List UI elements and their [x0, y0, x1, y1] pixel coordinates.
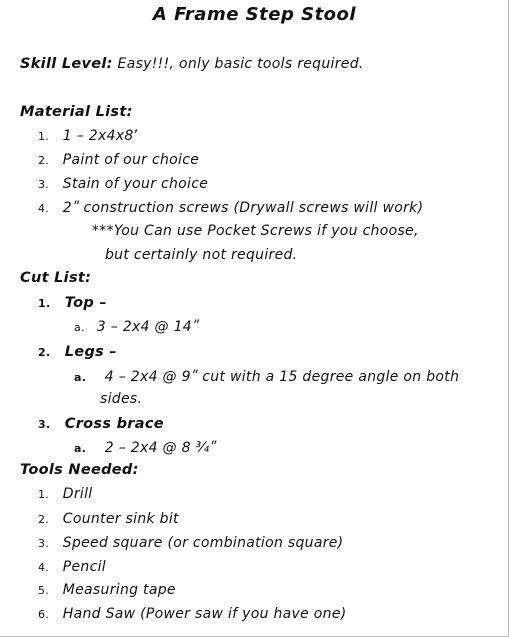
list-item	[38, 559, 106, 575]
subitem-text: 4 – 2x4 @ 9ʺ cut with a 15 degree angle on both	[104, 369, 460, 385]
subitem-letter: a.	[74, 371, 87, 384]
cut-subitem-continuation: sides.	[100, 391, 143, 407]
list-item	[38, 128, 138, 144]
item-number: 2.	[38, 154, 50, 167]
cut-subitem	[74, 319, 199, 335]
cut-list-heading: Cut List:	[20, 270, 92, 286]
skill-level-text: Easy!!!, only basic tools required.	[117, 56, 364, 72]
subitem-letter: a.	[74, 442, 87, 455]
list-item	[38, 535, 343, 551]
item-text: Pencil	[62, 559, 106, 575]
item-text: 2ʺ construction screws (Drywall screws will work)	[62, 200, 424, 216]
cut-item	[38, 344, 117, 360]
material-note-line-1: ***You Can use Pocket Screws if you choose,	[92, 223, 419, 239]
item-text: Counter sink bit	[62, 511, 179, 527]
item-number: 1.	[38, 488, 50, 501]
item-number: 1.	[38, 130, 50, 143]
item-number: 2.	[38, 513, 50, 526]
skill-level-line	[20, 56, 364, 72]
item-text: Paint of our choice	[62, 152, 200, 168]
cut-item-label: Cross brace	[64, 416, 164, 432]
item-number: 4.	[38, 202, 50, 215]
item-number: 3.	[38, 178, 50, 191]
list-item	[38, 200, 423, 216]
item-text: Hand Saw (Power saw if you have one)	[62, 606, 347, 622]
item-number: 1.	[38, 297, 51, 310]
material-note-line-2: but certainly not required.	[105, 247, 298, 263]
item-number: 3.	[38, 537, 50, 550]
material-list-heading: Material List:	[20, 104, 133, 120]
item-text: Measuring tape	[62, 582, 176, 598]
list-item	[38, 606, 347, 622]
item-number: 3.	[38, 418, 51, 431]
subitem-text: 3 – 2x4 @ 14ʺ	[96, 319, 199, 335]
item-number: 2.	[38, 346, 51, 359]
item-text: Speed square (or combination square)	[62, 535, 344, 551]
item-text: Drill	[62, 486, 93, 502]
list-item	[38, 486, 92, 502]
list-item	[38, 511, 179, 527]
item-number: 5.	[38, 584, 50, 597]
list-item	[38, 176, 208, 192]
cut-item	[38, 295, 107, 311]
item-number: 4.	[38, 561, 50, 574]
item-number: 6.	[38, 608, 50, 621]
list-item	[38, 582, 176, 598]
cut-subitem	[74, 440, 216, 456]
item-text: 1 – 2x4x8ʼ	[62, 128, 139, 144]
subitem-letter: a.	[74, 321, 85, 334]
item-text: Stain of your choice	[62, 176, 209, 192]
cut-item	[38, 416, 164, 432]
list-item	[38, 152, 199, 168]
tools-needed-heading: Tools Needed:	[20, 462, 139, 478]
cut-item-label: Legs –	[64, 344, 117, 360]
subitem-text: 2 – 2x4 @ 8 ¾ʺ	[104, 440, 217, 456]
skill-level-label: Skill Level:	[20, 56, 113, 72]
document-title: A Frame Step Stool	[152, 4, 357, 25]
cut-item-label: Top –	[64, 295, 107, 311]
cut-subitem	[74, 369, 459, 385]
